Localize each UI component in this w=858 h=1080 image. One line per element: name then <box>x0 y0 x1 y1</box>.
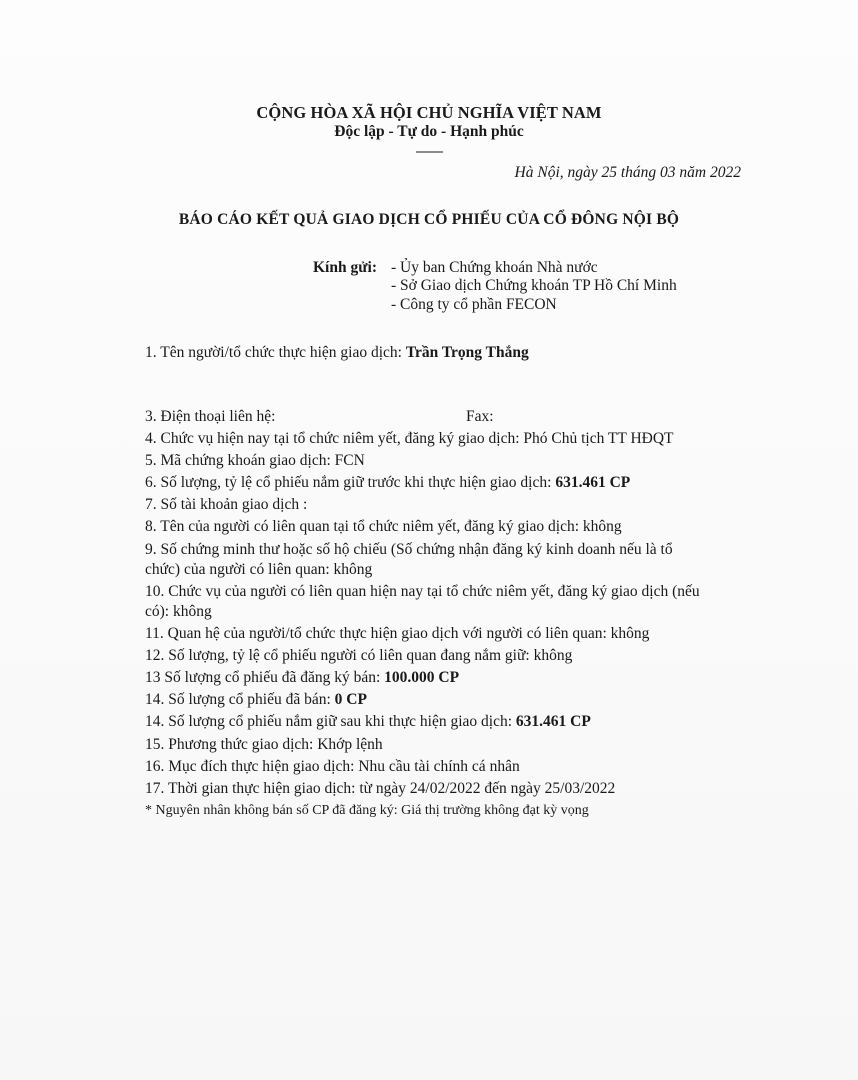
recipient-3: - Công ty cổ phần FECON <box>391 296 557 313</box>
item-13 <box>145 668 459 688</box>
item-4: 4. Chức vụ hiện nay tại tổ chức niêm yết, đăng ký giao dịch: Phó Chủ tịch TT HĐQT <box>145 430 674 447</box>
note: * Nguyên nhân không bán số CP đã đăng ký: Giá thị trường không đạt kỳ vọng <box>145 803 589 818</box>
item-17: 17. Thời gian thực hiện giao dịch: từ ngày 24/02/2022 đến ngày 25/03/2022 <box>145 780 616 797</box>
item-14-holding <box>145 712 591 732</box>
item-9-line-1: 9. Số chứng minh thư hoặc số hộ chiếu (Số chứng nhận đăng ký kinh doanh nếu là tổ <box>145 541 673 558</box>
item-16: 16. Mục đích thực hiện giao dịch: Nhu cầu tài chính cá nhân <box>145 758 520 775</box>
item-13-label: 13 Số lượng cổ phiếu đã đăng ký bán: <box>145 669 385 686</box>
item-13-value: 100.000 CP <box>384 669 460 686</box>
item-3-phone: 3. Điện thoại liên hệ: <box>145 408 276 425</box>
item-1-value: Trần Trọng Thắng <box>405 344 529 361</box>
item-12: 12. Số lượng, tỷ lệ cổ phiếu người có liên quan đang nắm giữ: không <box>145 647 573 664</box>
motto: Độc lập - Tự do - Hạnh phúc <box>334 123 524 140</box>
item-14-sold-label: 14. Số lượng cổ phiếu đã bán: <box>145 691 335 708</box>
title-separator: --------- <box>415 144 443 158</box>
item-6-label: 6. Số lượng, tỷ lệ cổ phiếu nắm giữ trước khi thực hiện giao dịch: <box>145 474 556 491</box>
item-10-line-1: 10. Chức vụ của người có liên quan hiện nay tại tổ chức niêm yết, đăng ký giao dịch (nếu <box>145 583 700 600</box>
item-6-value: 631.461 CP <box>555 474 631 491</box>
recipient-2: - Sở Giao dịch Chứng khoán TP Hồ Chí Minh <box>391 277 677 294</box>
item-9-line-2: chức) của người có liên quan: không <box>145 561 373 578</box>
item-8: 8. Tên của người có liên quan tại tổ chức niêm yết, đăng ký giao dịch: không <box>145 518 622 535</box>
recipient-1: - Ủy ban Chứng khoán Nhà nước <box>391 259 598 276</box>
item-7: 7. Số tài khoản giao dịch : <box>145 496 308 513</box>
item-5: 5. Mã chứng khoán giao dịch: FCN <box>145 452 365 469</box>
item-14-sold-value: 0 CP <box>334 691 367 708</box>
item-14-sold <box>145 690 367 710</box>
item-1-label: 1. Tên người/tổ chức thực hiện giao dịch: <box>145 344 406 361</box>
place-date: Hà Nội, ngày 25 tháng 03 năm 2022 <box>514 164 741 181</box>
item-15: 15. Phương thức giao dịch: Khớp lệnh <box>145 736 383 753</box>
item-3-fax: Fax: <box>466 408 494 425</box>
item-1 <box>145 343 529 363</box>
report-title: BÁO CÁO KẾT QUẢ GIAO DỊCH CỔ PHIẾU CỦA CỔ ĐÔNG NỘI BỘ <box>178 211 680 228</box>
item-14-holding-value: 631.461 CP <box>515 713 591 730</box>
addressee-label: Kính gửi: <box>313 259 377 276</box>
item-14-holding-label: 14. Số lượng cổ phiếu nắm giữ sau khi thực hiện giao dịch: <box>145 713 516 730</box>
item-6 <box>145 473 630 493</box>
item-11: 11. Quan hệ của người/tổ chức thực hiện giao dịch với người có liên quan: không <box>145 625 650 642</box>
item-10-line-2: có): không <box>145 603 212 620</box>
national-title: CỘNG HÒA XÃ HỘI CHỦ NGHĨA VIỆT NAM <box>256 103 602 122</box>
